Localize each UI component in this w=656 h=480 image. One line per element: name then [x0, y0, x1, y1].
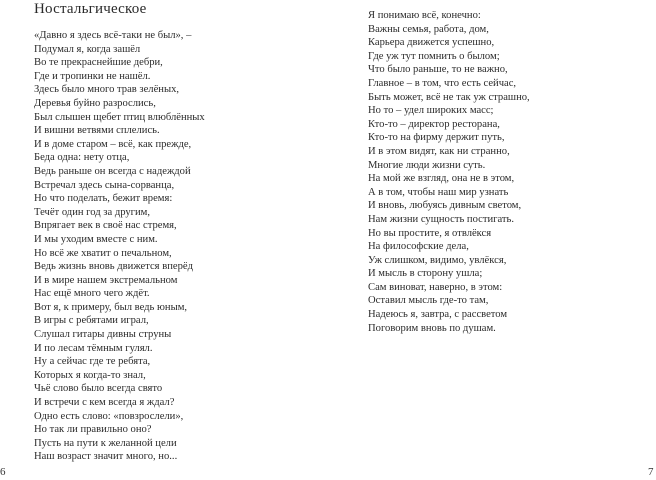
poem-line: И вишни ветвями сплелись. [34, 125, 160, 137]
poem-line: И мы уходим вместе с ним. [34, 233, 158, 245]
poem-line: Впрягает век в своё нас стремя, [34, 220, 177, 232]
page-number-right: 7 [648, 466, 654, 478]
poem-line: «Давно я здесь всё-таки не был», – [34, 30, 192, 41]
poem-line: Ведь жизнь вновь движется вперёд [34, 261, 193, 273]
poem-line: Важны семья, работа, дом, [368, 23, 489, 35]
left-poem-text [34, 29, 205, 464]
poem-line: Сам виноват, наверно, в этом: [368, 281, 503, 293]
poem-line: И вновь, любуясь дивным светом, [368, 200, 522, 212]
poem-line: Оставил мысль где-то там, [368, 295, 489, 307]
poem-line: Ведь раньше он всегда с надеждой [34, 165, 191, 177]
poem-line: Пусть на пути к желанной цели [34, 437, 177, 449]
poem-line: На философские дела, [368, 241, 469, 253]
poem-line: Слушал гитары дивны струны [34, 329, 172, 341]
poem-line: Быть может, всё не так уж страшно, [368, 91, 530, 103]
poem-line: Нас ещё много чего ждёт. [34, 288, 150, 300]
poem-line: Карьера движется успешно, [368, 37, 495, 49]
poem-line: И по лесам тёмным гулял. [34, 342, 153, 354]
poem-line: Одно есть слово: «повзрослели», [34, 410, 184, 422]
poem-line: На мой же взгляд, она не в этом, [368, 173, 515, 185]
poem-line: Встречал здесь сына-сорванца, [34, 179, 175, 191]
poem-line: И в этом видят, как ни странно, [368, 145, 510, 157]
poem-line: Многие люди жизни суть. [368, 159, 486, 171]
poem-line: Но так ли правильно оно? [34, 424, 152, 436]
poem-line: И в мире нашем экстремальном [34, 274, 178, 286]
poem-line: Я понимаю всё, конечно: [368, 10, 481, 21]
poem-line: Беда одна: нету отца, [34, 152, 130, 164]
poem-line: Которых я когда-то знал, [34, 369, 146, 381]
poem-line: А в том, чтобы наш мир узнать [368, 186, 509, 198]
right-poem-text [368, 9, 530, 335]
poem-line: Подумал я, когда зашёл [34, 43, 141, 55]
poem-line: Вот я, к примеру, был ведь юным, [34, 301, 188, 313]
poem-line: Надеюсь я, завтра, с рассветом [368, 309, 508, 321]
poem-line: Кто-то на фирму держит путь, [368, 132, 505, 144]
poem-line: Во те прекраснейшие дебри, [34, 57, 163, 69]
right-page [328, 0, 656, 480]
poem-line: Наш возраст значит много, но... [34, 451, 178, 463]
poem-line: И мысль в сторону ушла; [368, 268, 483, 280]
poem-line: Ну а сейчас где те ребята, [34, 356, 151, 368]
poem-line: Чьё слово было всегда свято [34, 383, 163, 395]
poem-line: Но вы простите, я отвлёкся [368, 227, 492, 239]
poem-line: Но то – удел широких масс; [368, 105, 494, 117]
poem-title: Ностальгическое [34, 1, 147, 17]
poem-line: Где и тропинки не нашёл. [34, 70, 151, 82]
poem-line: И в доме старом – всё, как прежде, [34, 138, 192, 150]
poem-line: Но всё же хватит о печальном, [34, 247, 172, 259]
poem-line: Нам жизни сущность постигать. [368, 213, 515, 225]
poem-line: Деревья буйно разрослись, [34, 97, 156, 109]
poem-line: Поговорим вновь по душам. [368, 322, 496, 334]
poem-line: Был слышен щебет птиц влюблённых [34, 111, 205, 123]
poem-line: Главное – в том, что есть сейчас, [368, 77, 517, 89]
poem-line: Кто-то – директор ресторана, [368, 118, 500, 130]
poem-line: Что было раньше, то не важно, [368, 64, 508, 76]
poem-line: В игры с ребятами играл, [34, 315, 149, 327]
poem-line: Где уж тут помнить о былом; [368, 50, 500, 62]
poem-line: Течёт один год за другим, [34, 206, 151, 218]
poem-line: Уж слишком, видимо, увлёкся, [368, 254, 507, 266]
poem-line: Но что поделать, бежит время: [34, 193, 173, 205]
poem-line: Здесь было много трав зелёных, [34, 84, 180, 96]
page-number-left: 6 [0, 466, 6, 478]
poem-line: И встречи с кем всегда я ждал? [34, 397, 175, 409]
